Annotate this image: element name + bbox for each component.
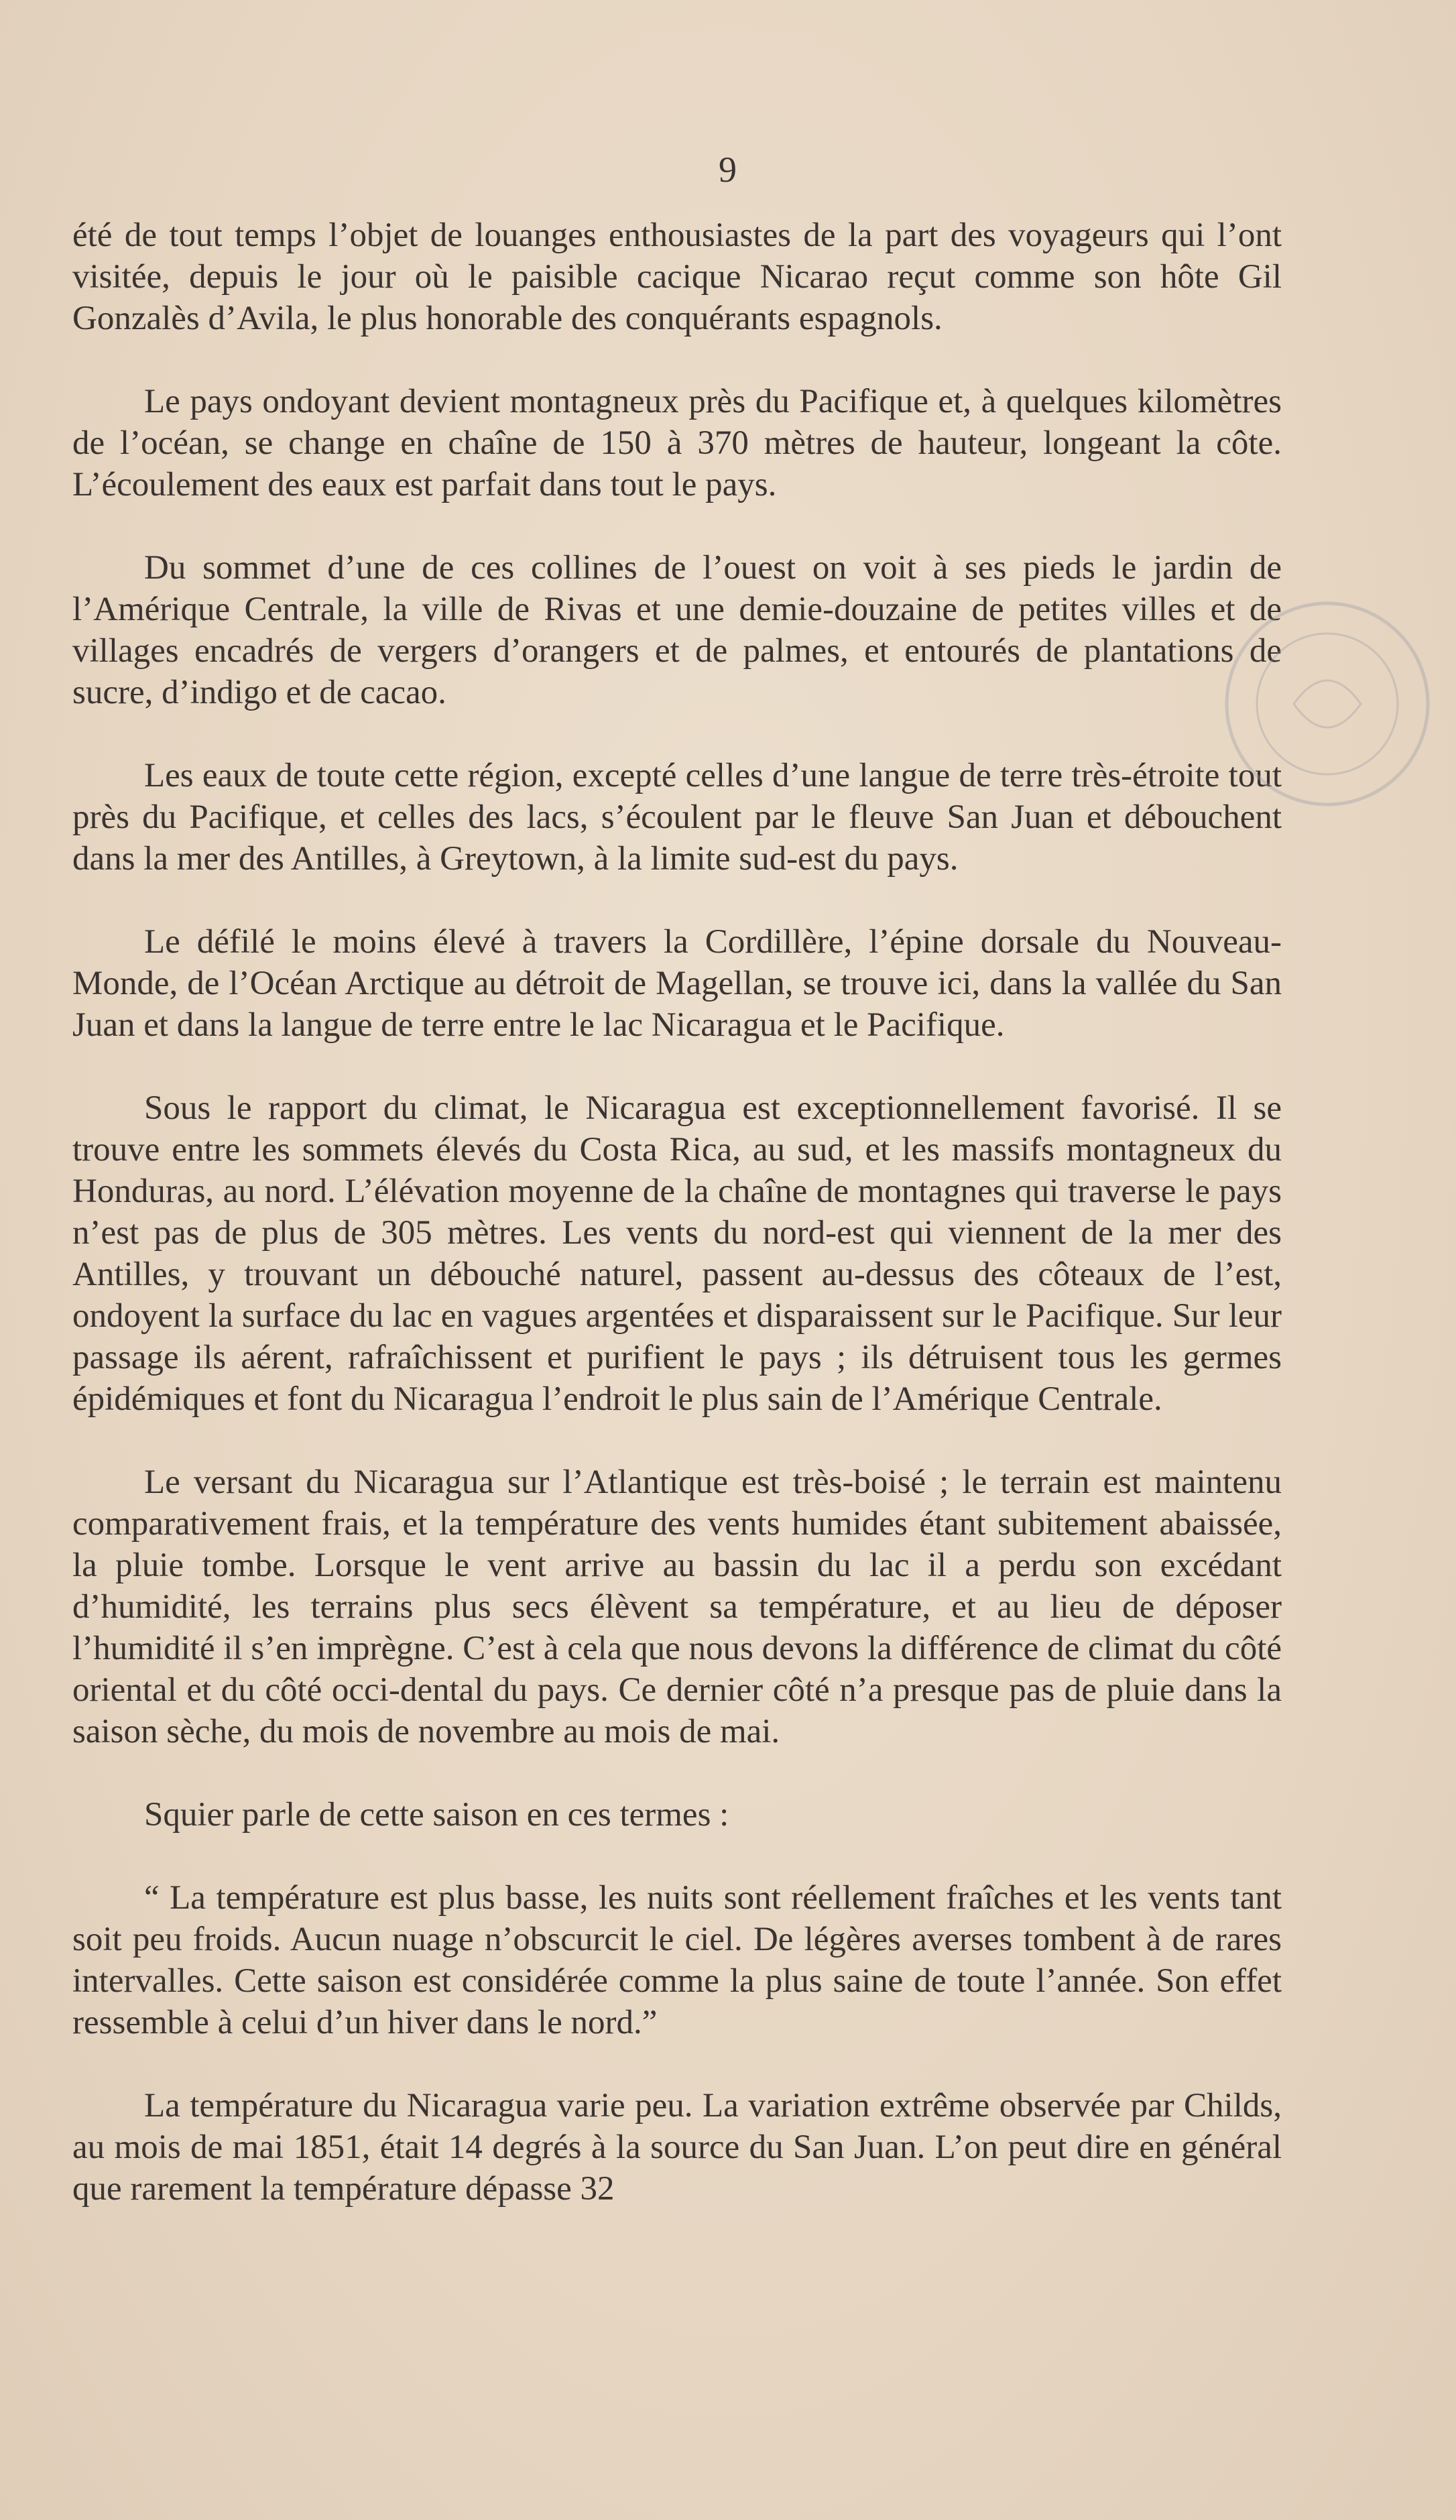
paragraph-4: Les eaux de toute cette région, excepté celles d’une langue de terre très-étroite tout près du Pacifique, et celles des lacs, s’écoulent par le fleuve San Juan et débouchent dans la mer des Antilles, à Greytown, à la limite sud-est du pays. bbox=[72, 757, 1282, 878]
paragraph-2: Le pays ondoyant devient montagneux près du Pacifique et, à quelques kilomètres de l’océan, se change en chaîne de 150 à 370 mètres de hauteur, longeant la côte. L’écoulement des eaux est parfait dans tout le pays. bbox=[72, 383, 1282, 503]
library-stamp-icon bbox=[1207, 583, 1448, 825]
paragraph-1: été de tout temps l’objet de louanges enthousiastes de la part des voyageurs qui l’ont visitée, depuis le jour où le paisible cacique Nicarao reçut comme son hôte Gil Gonzalès d’Avila, le plus honorable des conquérants espagnols. bbox=[72, 217, 1282, 337]
body-text bbox=[72, 215, 1282, 2210]
paragraph-8: Squier parle de cette saison en ces termes : bbox=[144, 1796, 729, 1834]
paragraph-7: Le versant du Nicaragua sur l’Atlantique est très-boisé ; le terrain est maintenu comparativement frais, et la température des vents humides étant subitement abaissée, la pluie tombe. Lorsque le vent arrive au bassin du lac il a perdu son excédant d’humidité, les terrains plus secs élèvent sa température, et au lieu de déposer l’humidité il s’en imprègne. C’est à cela que nous devons la différence de climat du côté oriental et du côté occi-dental du pays. Ce dernier côté n’a presque pas de pluie dans la saison sèche, du mois de novembre au mois de mai. bbox=[72, 1463, 1282, 1750]
paragraph-6: Sous le rapport du climat, le Nicaragua est exceptionnellement favorisé. Il se trouve entre les sommets élevés du Costa Rica, au sud, et les massifs montagneux du Honduras, au nord. L’élévation moyenne de la chaîne de montagnes qui traverse le pays n’est pas de plus de 305 mètres. Les vents du nord-est qui viennent de la mer des Antilles, y trouvant un débouché naturel, passent au-dessus des côteaux de l’est, ondoyent la surface du lac en vagues argentées et disparaissent sur le Pacifique. Sur leur passage ils aérent, rafraîchissent et purifient le pays ; ils détruisent tous les germes épidémiques et font du Nicaragua l’endroit le plus sain de l’Amérique Centrale. bbox=[72, 1089, 1282, 1418]
paragraph-10: La température du Nicaragua varie peu. La variation extrême observée par Childs, au mois de mai 1851, était 14 degrés à la source du San Juan. L’on peut dire en général que rarement la température dépasse 32 bbox=[72, 2087, 1282, 2208]
page-number: 9 bbox=[719, 149, 737, 190]
quotation-paragraph: “ La température est plus basse, les nuits sont réellement fraîches et les vents tant soit peu froids. Aucun nuage n’obscurcit le ciel. De légères averses tombent à de rares intervalles. Cette saison est considérée comme la plus saine de toute l’année. Son effet ressemble à celui d’un hiver dans le nord.” bbox=[72, 1879, 1282, 2041]
paragraph-5: Le défilé le moins élevé à travers la Cordillère, l’épine dorsale du Nouveau-Monde, de l’Océan Arctique au détroit de Magellan, se trouve ici, dans la vallée du San Juan et dans la langue de terre entre le lac Nicaragua et le Pacifique. bbox=[72, 923, 1282, 1044]
paragraph-3: Du sommet d’une de ces collines de l’ouest on voit à ses pieds le jardin de l’Amérique Centrale, la ville de Rivas et une demie-douzaine de petites villes et de villages encadrés de vergers d’orangers et de palmes, et entourés de plantations de sucre, d’indigo et de cacao. bbox=[72, 549, 1282, 711]
